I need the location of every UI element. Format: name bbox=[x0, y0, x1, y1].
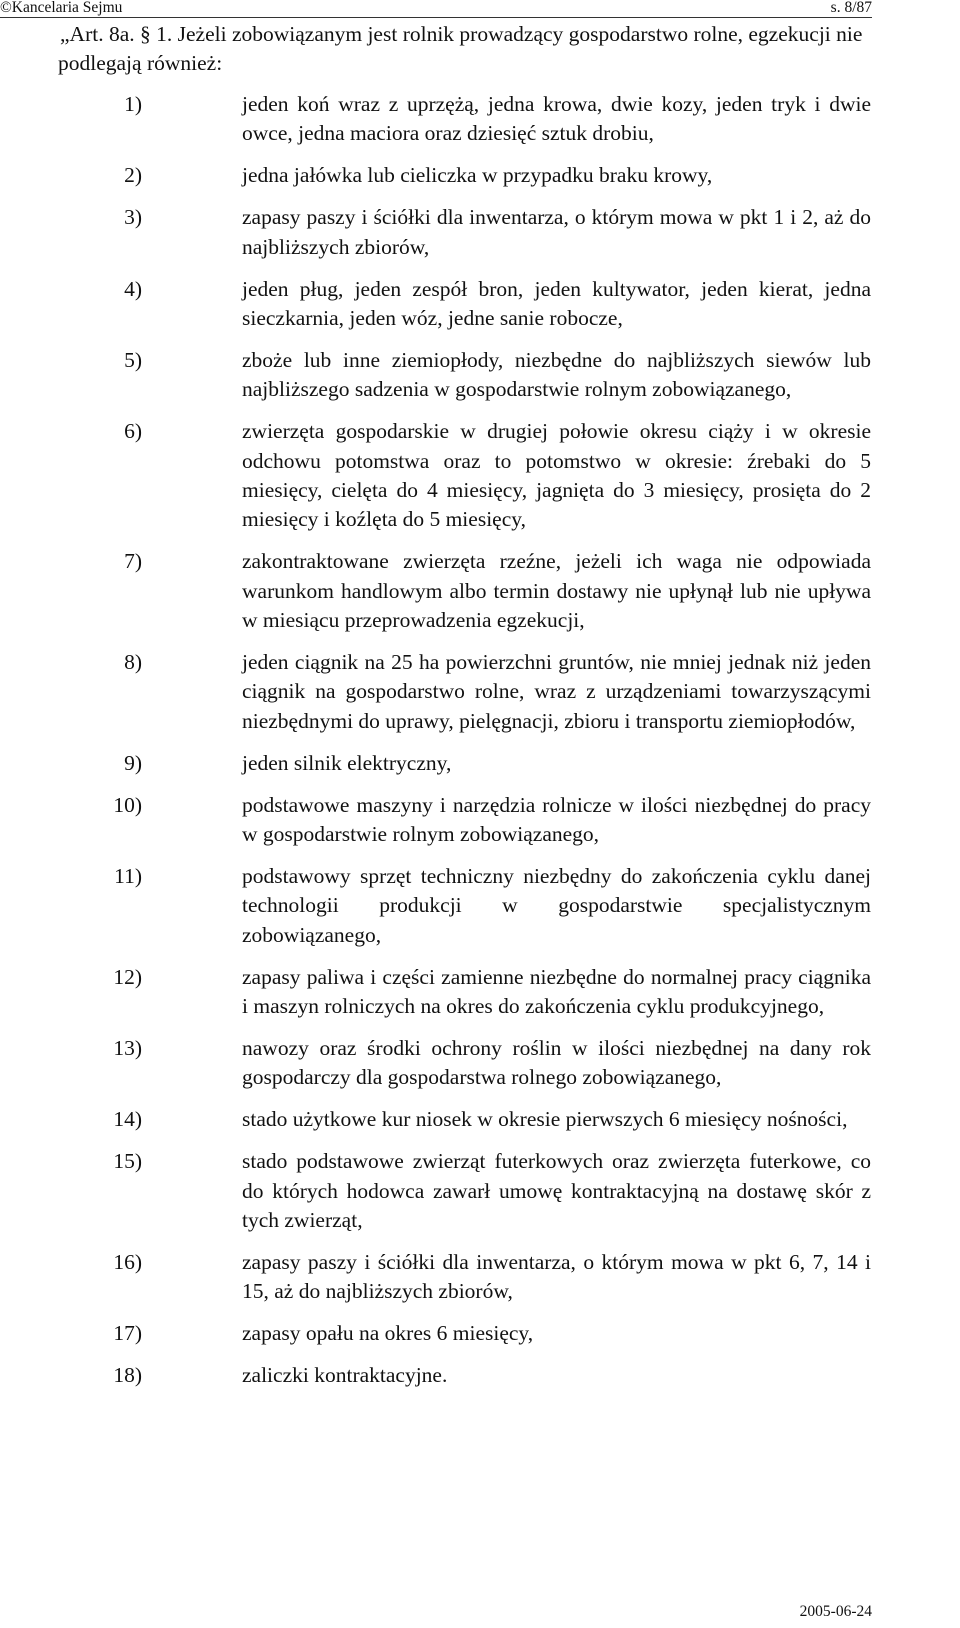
list-item-number: 10) bbox=[113, 792, 142, 817]
list-item-text: jeden koń wraz z uprzężą, jedna krowa, dwie kozy, jeden tryk i dwie owce, jedna maciora oraz dziesięć sztuk drobiu, bbox=[242, 92, 871, 146]
list-item-text: podstawowy sprzęt techniczny niezbędny do zakończenia cyklu danej technologii produkcji w gospodarstwie specjalistycznym zobowiązanego, bbox=[242, 863, 871, 947]
list-item-text: stado użytkowe kur niosek w okresie pierwszych 6 miesięcy nośności, bbox=[242, 1107, 848, 1132]
list-item-number: 4) bbox=[124, 276, 142, 301]
footer-date: 2005-06-24 bbox=[799, 1603, 872, 1620]
list-item-text: jeden pług, jeden zespół bron, jeden kultywator, jeden kierat, jedna sieczkarnia, jeden wóz, jedne sanie robocze, bbox=[242, 276, 871, 330]
header-rule bbox=[0, 17, 872, 18]
list-item-number: 15) bbox=[113, 1149, 142, 1174]
list-item bbox=[0, 203, 871, 262]
list-item-text: zwierzęta gospodarskie w drugiej połowie okresu ciąży i w okresie odchowu potomstwa oraz to potomstwo w okresie: źrebaki do 5 miesięcy, cielęta do 4 miesięcy, jagnięta do 3 miesięcy, prosięta do 2 miesięcy i koźlęta do 5 miesięcy, bbox=[242, 419, 871, 532]
list-item-number: 6) bbox=[124, 419, 142, 444]
list-item-number: 13) bbox=[113, 1035, 142, 1060]
list-item bbox=[0, 648, 871, 736]
page-header bbox=[0, 0, 872, 18]
list-item bbox=[0, 1147, 871, 1235]
list-item-text: zapasy opału na okres 6 miesięcy, bbox=[242, 1321, 534, 1346]
exemption-list bbox=[0, 90, 960, 1403]
list-item-text: zaliczki kontraktacyjne. bbox=[242, 1363, 448, 1388]
list-item bbox=[0, 1361, 871, 1390]
list-item-number: 9) bbox=[124, 750, 142, 775]
list-item bbox=[0, 963, 871, 1022]
list-item-number: 1) bbox=[124, 92, 142, 116]
list-item bbox=[0, 161, 871, 190]
list-item-text: zapasy paliwa i części zamienne niezbędne do normalnej pracy ciągnika i maszyn rolniczych na okres do zakończenia cyklu produkcyjnego, bbox=[242, 964, 871, 1019]
list-item-number: 7) bbox=[124, 549, 142, 574]
article-intro-text: Jeżeli zobowiązanym jest rolnik prowadzący gospodarstwo rolne, egzekucji nie podlegają również: bbox=[58, 22, 863, 75]
list-item bbox=[0, 90, 871, 149]
list-item bbox=[0, 749, 871, 778]
header-page-number: s. 8/87 bbox=[830, 0, 872, 16]
list-item-text: zboże lub inne ziemiopłody, niezbędne do najbliższych siewów lub najbliższego sadzenia w gospodarstwie rolnym zobowiązanego, bbox=[242, 347, 871, 402]
article-intro bbox=[58, 20, 870, 78]
list-item-number: 14) bbox=[113, 1107, 142, 1132]
list-item-text: jedna jałówka lub cieliczka w przypadku braku krowy, bbox=[242, 163, 713, 188]
list-item-text: jeden ciągnik na 25 ha powierzchni gruntów, nie mniej jednak niż jeden ciągnik na gospodarstwo rolne, wraz z urządzeniami towarzyszącymi niezbędnymi do uprawy, pielęgnacji, zbioru i transportu ziemiopłodów, bbox=[242, 650, 871, 733]
list-item-text: zapasy paszy i ściółki dla inwentarza, o którym mowa w pkt 1 i 2, aż do najbliższych zbiorów, bbox=[242, 205, 871, 259]
list-item-number: 12) bbox=[113, 964, 142, 989]
list-item-number: 5) bbox=[124, 347, 142, 372]
list-item bbox=[0, 346, 871, 405]
list-item bbox=[0, 862, 871, 950]
list-item bbox=[0, 1105, 871, 1134]
list-item-number: 16) bbox=[113, 1249, 142, 1274]
list-item-text: nawozy oraz środki ochrony roślin w ilości niezbędnej na dany rok gospodarczy dla gospodarstwa rolnego zobowiązanego, bbox=[242, 1035, 871, 1090]
list-item-number: 8) bbox=[124, 650, 142, 674]
list-item bbox=[0, 275, 871, 334]
header-source: ©Kancelaria Sejmu bbox=[0, 0, 123, 16]
list-item-text: zapasy paszy i ściółki dla inwentarza, o którym mowa w pkt 6, 7, 14 i 15, aż do najbliższych zbiorów, bbox=[242, 1249, 871, 1304]
list-item-text: zakontraktowane zwierzęta rzeźne, jeżeli ich waga nie odpowiada warunkom handlowym albo termin dostawy nie upłynął lub nie upływa w miesiącu przeprowadzenia egzekucji, bbox=[242, 549, 871, 633]
list-item-number: 3) bbox=[124, 205, 142, 230]
list-item bbox=[0, 1319, 871, 1348]
list-item-text: podstawowe maszyny i narzędzia rolnicze w ilości niezbędnej do pracy w gospodarstwie rolnym zobowiązanego, bbox=[242, 792, 871, 847]
list-item bbox=[0, 791, 871, 850]
list-item-text: stado podstawowe zwierząt futerkowych oraz zwierzęta futerkowe, co do których hodowca zawarł umowę kontraktacyjną na dostawę skór z tych zwierząt, bbox=[242, 1149, 871, 1232]
list-item bbox=[0, 1248, 871, 1307]
list-item bbox=[0, 417, 871, 535]
list-item bbox=[0, 1034, 871, 1093]
list-item-number: 18) bbox=[113, 1363, 142, 1388]
list-item-number: 17) bbox=[113, 1321, 142, 1346]
article-heading: „Art. 8a. § 1. bbox=[60, 22, 173, 46]
list-item-number: 2) bbox=[124, 163, 142, 188]
list-item-number: 11) bbox=[114, 863, 142, 888]
list-item bbox=[0, 547, 871, 635]
list-item-text: jeden silnik elektryczny, bbox=[242, 750, 452, 775]
